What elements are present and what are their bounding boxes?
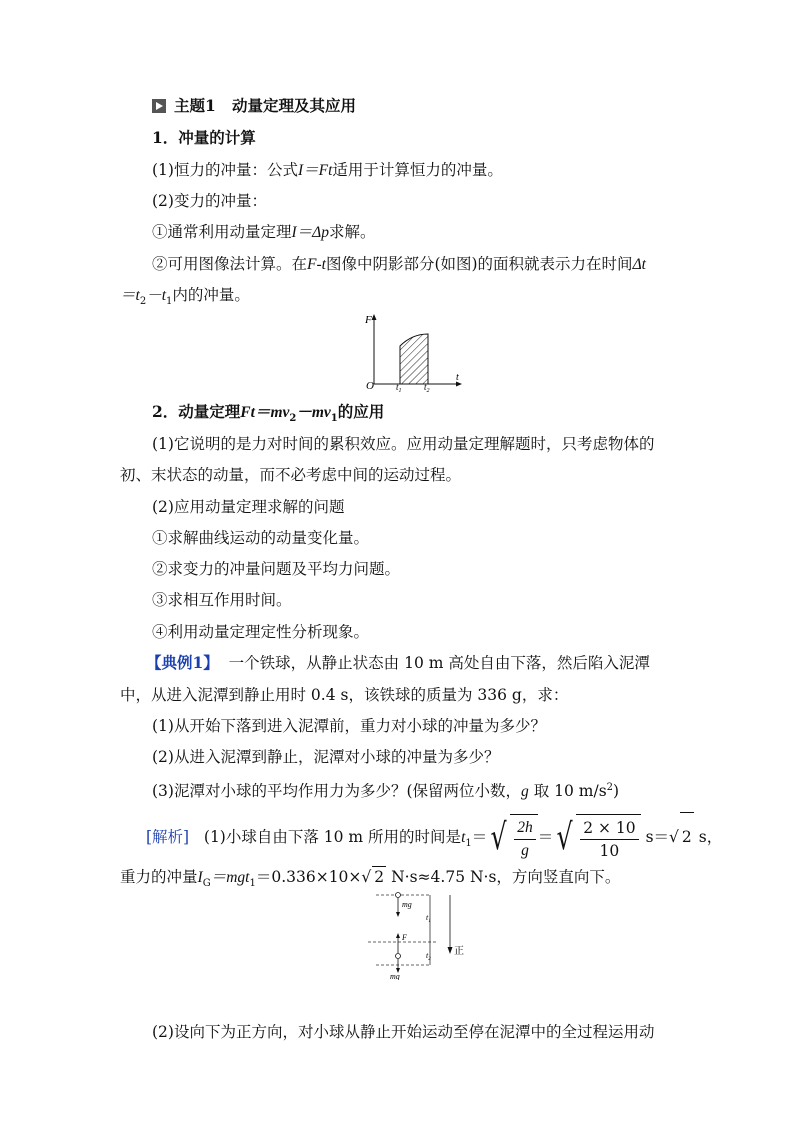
example-line: 【典例1】 一个铁球，从静止状态由 10 m 高处自由下落，然后陷入泥潭: [146, 653, 650, 672]
f-label: F: [402, 933, 407, 942]
section2-heading: 2．动量定理$Ft=mv_2-mv_1$的应用: [152, 402, 385, 425]
paragraph: $=t_2-t_1$内的冲量。: [120, 286, 250, 308]
question: (3)泥潭对小球的平均作用力为多少？(保留两位小数，g 取 10 $m/s^2$): [152, 782, 620, 801]
play-marker-icon: [152, 99, 166, 113]
ball-bottom: [396, 954, 401, 959]
section1-heading: 1．冲量的计算: [152, 128, 256, 147]
force-diagram: [368, 890, 468, 980]
paragraph: (1)恒力的冲量：公式I＝Ft适用于计算恒力的冲量。: [152, 161, 503, 179]
topic-heading: 主题1 动量定理及其应用: [152, 96, 356, 116]
mg-top-label: mg: [402, 900, 412, 909]
t2-label: $t_2$: [424, 382, 430, 392]
positive-direction-label: 正: [454, 946, 464, 957]
paragraph: (2)应用动量定理求解的问题: [152, 498, 345, 516]
example-tag: 【典例1】: [146, 653, 219, 672]
origin-label: O: [366, 380, 374, 392]
t1-label: $t_1$: [426, 913, 431, 924]
t2-label: $t_2$: [426, 951, 431, 962]
t1-label: $t_1$: [396, 382, 402, 392]
ft-graph: [360, 312, 470, 392]
solution-line: 重力的冲量$I_G=mgt_1=0.336\times 10\times√$ 2 N·s≈4.75 N·s，方向竖直向下。: [120, 868, 621, 890]
mg-bottom-label: mg: [390, 972, 400, 980]
y-axis-label: F: [365, 314, 372, 326]
paragraph: (2)变力的冲量：: [152, 192, 267, 210]
paragraph: 初、末状态的动量，而不必考虑中间的运动过程。: [120, 466, 462, 484]
list-item: ①求解曲线运动的动量变化量。: [152, 529, 370, 547]
list-item: ②求变力的冲量问题及平均力问题。: [152, 560, 401, 578]
question: (2)从进入泥潭到静止，泥潭对小球的冲量为多少？: [152, 748, 500, 766]
x-axis-label: t: [456, 372, 459, 383]
paragraph: ①通常利用动量定理I＝Δp求解。: [152, 223, 376, 241]
solution-line: (2)设向下为正方向，对小球从静止开始运动至停在泥潭中的全过程运用动: [152, 1023, 655, 1041]
list-item: ③求相互作用时间。: [152, 591, 292, 609]
shaded-area: [400, 334, 428, 384]
list-item: ④利用动量定理定性分析现象。: [152, 623, 370, 641]
solution-tag: [解析]: [146, 828, 190, 846]
ball-top: [396, 893, 401, 898]
paragraph: (1)它说明的是力对时间的累积效应。应用动量定理解题时，只考虑物体的: [152, 435, 655, 453]
solution-line: [解析] (1)小球自由下落 10 m 所用的时间是$t_1=√$ $\frac{2h}{g}$ ＝√ $\frac{2 \times 10}{10}$ s＝√ 2 s，: [146, 812, 722, 860]
example-line: 中，从进入泥潭到静止用时 0.4 s，该铁球的质量为 336 g，求：: [120, 686, 569, 704]
question: (1)从开始下落到进入泥潭前，重力对小球的冲量为多少？: [152, 717, 546, 735]
paragraph: ②可用图像法计算。在F-t图像中阴影部分(如图)的面积就表示力在时间Δt: [152, 255, 646, 273]
